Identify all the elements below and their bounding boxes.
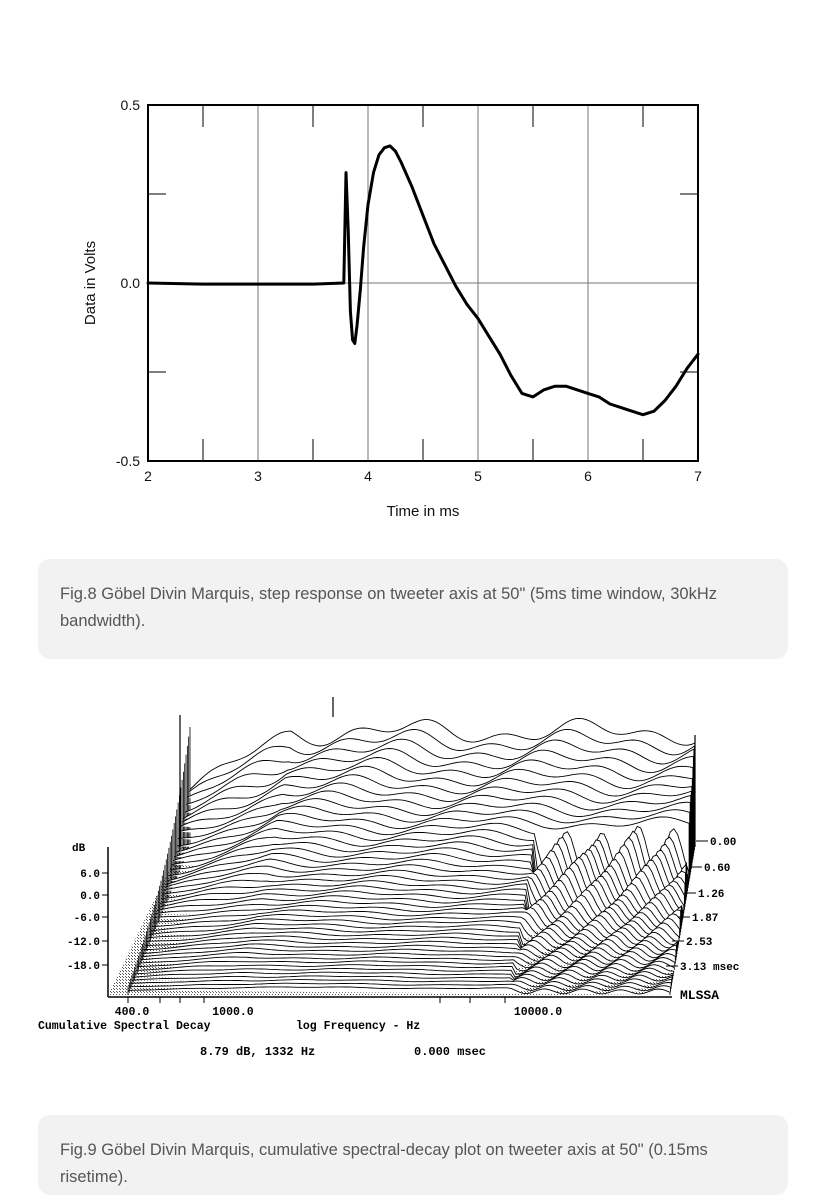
- cursor-readout: 8.79 dB, 1332 Hz: [200, 1045, 316, 1059]
- series-step-response: [148, 146, 698, 415]
- frequency-tick-label: 10000.0: [513, 1006, 563, 1019]
- time-tick-label: 1.87: [692, 913, 719, 925]
- frequency-tick-label: 400.0: [114, 1006, 150, 1019]
- y-tick-label: 0.5: [120, 97, 140, 113]
- figure-9-caption: Fig.9 Göbel Divin Marquis, cumulative spectral-decay plot on tweeter axis at 50" (0.15ms risetime).: [38, 1115, 788, 1195]
- time-tick-label: 1.26: [698, 889, 725, 901]
- x-tick-label: 3: [254, 468, 262, 484]
- step-response-chart: [0, 0, 828, 540]
- time-readout: 0.000 msec: [414, 1045, 487, 1059]
- frequency-tick-label: 1000.0: [212, 1006, 254, 1019]
- frequency-tick-labels: [115, 997, 563, 1019]
- x-tick-labels: [144, 468, 702, 484]
- time-tick-label: 0.60: [704, 863, 731, 875]
- x-tick-label: 7: [694, 468, 702, 484]
- db-tick-labels: [67, 869, 108, 973]
- mlssa-brand: MLSSA: [680, 988, 720, 1003]
- x-tick-label: 4: [364, 468, 372, 484]
- time-tick-label: 0.00: [710, 837, 737, 849]
- db-tick-label: 0.0: [80, 891, 100, 903]
- x-axis-label: log Frequency - Hz: [296, 1020, 421, 1033]
- db-tick-label: -12.0: [66, 937, 100, 949]
- chart-title: Cumulative Spectral Decay: [38, 1020, 211, 1033]
- figure-8-caption: Fig.8 Göbel Divin Marquis, step response on tweeter axis at 50" (5ms time window, 30kHz bandwidth).: [38, 559, 788, 659]
- spectral-decay-chart: [0, 695, 828, 1075]
- time-tick-label: 3.13 msec: [680, 962, 740, 974]
- db-tick-label: -18.0: [66, 961, 100, 973]
- time-tick-label: 2.53: [686, 937, 713, 949]
- y-tick-label: -0.5: [115, 453, 140, 469]
- waterfall-slices: [128, 718, 695, 995]
- db-tick-label: -6.0: [73, 913, 100, 925]
- x-tick-label: 5: [474, 468, 482, 484]
- y-tick-label: 0.0: [120, 275, 140, 291]
- db-tick-label: 6.0: [80, 869, 100, 881]
- x-tick-label: 6: [584, 468, 592, 484]
- x-tick-label: 2: [144, 468, 152, 484]
- y-tick-labels: [116, 97, 140, 469]
- x-axis-label: Time in ms: [386, 503, 460, 520]
- db-axis-label: dB: [72, 843, 86, 855]
- y-axis-label: Data in Volts: [82, 240, 99, 326]
